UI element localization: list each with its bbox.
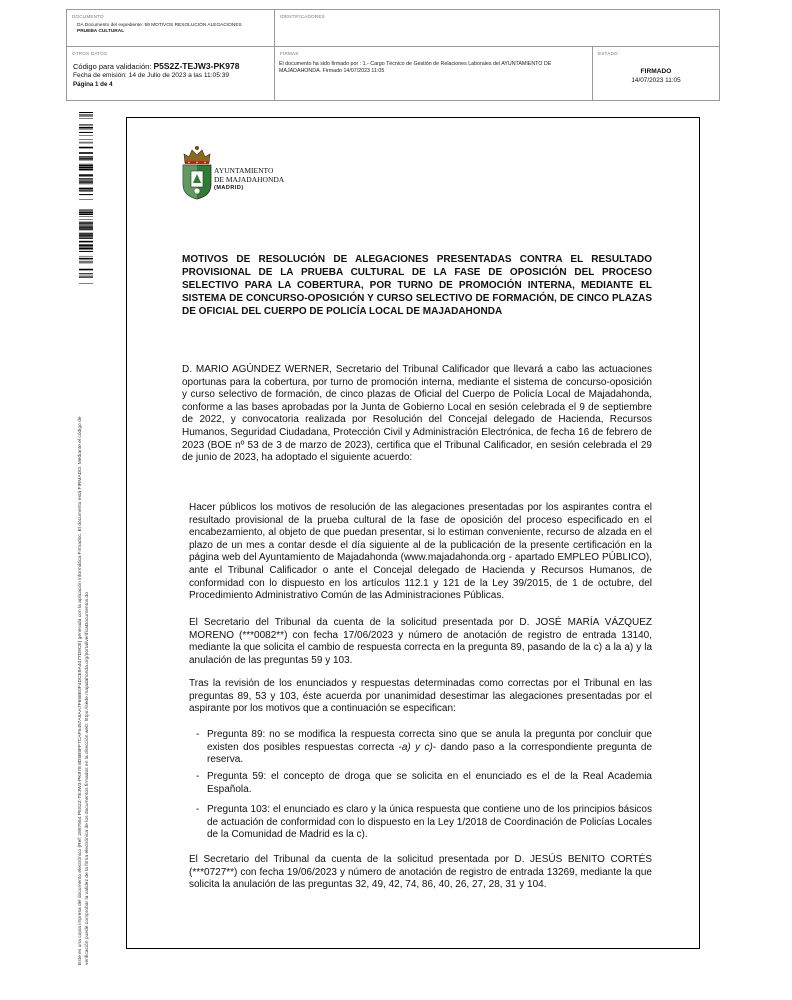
validation-code-prefix: Código para validación: [73,62,152,71]
firmas-cell [275,47,593,100]
estado-cell [593,47,719,100]
validation-code-line [73,61,239,71]
review-paragraph: Tras la revisión de los enunciados y respuestas determinadas como correctas por el Tribunal en las preguntas 89, 53 y 103, éste acuerda por unanimidad desestimar las alegaciones presentadas por el aspirante por los motivos que a continuación se especifican: [189,678,652,715]
list-item: - Pregunta 59: el concepto de droga que se solicita en el enunciado es el de la Real Academia Española. [196,771,652,796]
claim-paragraph-vazquez: El Secretario del Tribunal da cuenta de la solicitud presentada por D. JOSÉ MARÍA VÁZQUEZ MORENO (***0082**) con fecha 17/06/2023 y número de anotación de registro de entrada 13140, mediante la que solicita el cambio de respuesta correcta en la pregunta 89, pasando de la c) a la a) y la anulación de las preguntas 59 y 103. [189,617,652,666]
certification-paragraph: D. MARIO AGÚNDEZ WERNER, Secretario del Tribunal Calificador que llevará a cabo las actuaciones oportunas para la cobertura, por turno de promoción interna, mediante el sistema de concurso-oposición y curso selectivo de formación, de cinco plazas de Oficial del Cuerpo de Policía Local de Majadahonda, conforme a las bases aprobadas por la Junta de Gobierno Local en sesión celebrada el 9 de septiembre de 2022, y convocatoria realizada por Resolución del Concejal delegado de Hacienda, Recursos Humanos, Seguridad Ciudadana, Protección Civil y Administración Electrónica, de fecha 16 de febrero de 2023 (BOE nº 53 de 3 de marzo de 2023), certifica que el Tribunal Calificador, en sesión celebrada el 29 de junio de 2023, ha adoptado el siguiente acuerdo: [182,364,652,464]
list-item [196,729,652,767]
estado-value: FIRMADO [640,68,672,75]
emission-date: Fecha de emisión: 14 de Julio de 2023 a las 11:05:39 [73,72,230,79]
reason-89-text-b: - dando paso a la correspondiente pregunta de reserva. [207,741,653,766]
otros-datos-cell [67,47,275,100]
logo-line3: (MADRID) [214,185,244,191]
identificadores-label: IDENTIFICADORES [280,14,325,19]
logo-line2: DE MAJADAHONDA [214,175,285,184]
otros-datos-label: OTROS DATOS [72,51,108,56]
reason-list-item-89 [196,729,652,767]
document-header-table [66,9,720,101]
documento-cell [67,10,275,47]
claim-paragraph-benito: El Secretario del Tribunal da cuenta de la solicitud presentada por D. JESÚS BENITO CORTÉS (***0727**) con fecha 19/06/2023 y número de anotación de registro de entrada 13269, mediante la que solicita la anulación de las preguntas 32, 49, 42, 74, 86, 40, 26, 27, 28, 31 y 104. [189,854,652,891]
coat-of-arms-icon [180,144,214,200]
reason-89-emphasis: a) y c) [401,741,433,753]
logo-line1: AYUNTAMIENTO [214,166,274,175]
agreement-paragraph: Hacer públicos los motivos de resolución de las alegaciones presentadas por los aspirantes contra el resultado provisional de la prueba cultural de la fase de oposición del proceso especificado en el encabezamiento, al objeto de que puedan presentar, si lo estiman conveniente, recurso de alzada en el plazo de un mes a contar desde el día siguiente al de la publicación de la presente certificación en la página web del Ayuntamiento de Majadahonda (www.majadahonda.org - apartado EMPLEO PÚBLICO), ante el Tribunal Calificador o ante el Concejal delegado de Hacienda y Recursos Humanos, de conformidad con lo dispuesto en los artículos 112.1 y 121 de la Ley 39/2015, de 1 de octubre, del Procedimiento Administrativo Común de las Administraciones Públicas. [189,502,652,602]
reason-list-item-59 [196,771,652,796]
municipality-logo-text [214,166,284,193]
barcode-icon [79,112,93,287]
identificadores-cell [275,10,719,47]
estado-label: ESTADO [598,51,618,56]
verification-margin-note [77,299,91,965]
documento-label: DOCUMENTO [72,14,104,19]
estado-date: 14/07/2023 11:05 [631,77,681,84]
reason-list-item-103 [196,804,652,842]
reason-89-text-a: Pregunta 89: no se modifica la respuesta correcta sino que se anula la pregunta por concluir que existen dos posibles respuestas correcta - [207,729,652,753]
margin-note-line1: Este es una copia impresa del documento electrónico (Ref: 2857554 P5S2Z-TEJW3-PK978 8D5B5FF7CAF5457A5AA7F658E0F4DCE9A4077D9CE) generada con la aplicación informática Firmadoc. El documento está FIRMADO. Mediante el código de [78,416,83,965]
validation-code[interactable]: P5S2Z-TEJW3-PK978 [153,61,240,71]
firmas-text: El documento ha sido firmado por : 1.- Cargo Técnico de Gestión de Relaciones Laborales del AYUNTAMIENTO DE MAJADAHONDA. Firmado 14/07/2023 11:05 [279,61,552,74]
list-item: - Pregunta 103: el enunciado es claro y la única respuesta que contiene uno de los principios básicos de actuación de conformidad con lo dispuesto en la Ley 1/2018 de Coordinación de Policías Locales de la Comunidad de Madrid es la c). [196,804,652,842]
documento-line2: PRUEBA CULTURAL [77,29,125,34]
documento-line1: DA Documento del expediente: 59 MOTIVOS RESOLUCIÓN ALEGACIONES [77,23,242,28]
margin-note-line2: verificación puede comprobar la validez de la firma electrónica de los documentos firmados en la dirección web: https://sede.majadahonda.org/portal/verificaDocumentos.do [85,592,90,965]
document-title: MOTIVOS DE RESOLUCIÓN DE ALEGACIONES PRESENTADAS CONTRA EL RESULTADO PROVISIONAL DE LA PRUEBA CULTURAL DE LA FASE DE OPOSICIÓN DEL PROCESO SELECTIVO PARA LA COBERTURA, POR TURNO DE PROMOCIÓN INTERNA, MEDIANTE EL SISTEMA DE CONCURSO-OPOSICIÓN Y CURSO SELECTIVO DE FORMACIÓN, DE CINCO PLAZAS DE OFICIAL DEL CUERPO DE POLICÍA LOCAL DE MAJADAHONDA [182,254,652,317]
page-count: Página 1 de 4 [73,81,113,88]
firmas-label: FIRMAS [280,51,299,56]
